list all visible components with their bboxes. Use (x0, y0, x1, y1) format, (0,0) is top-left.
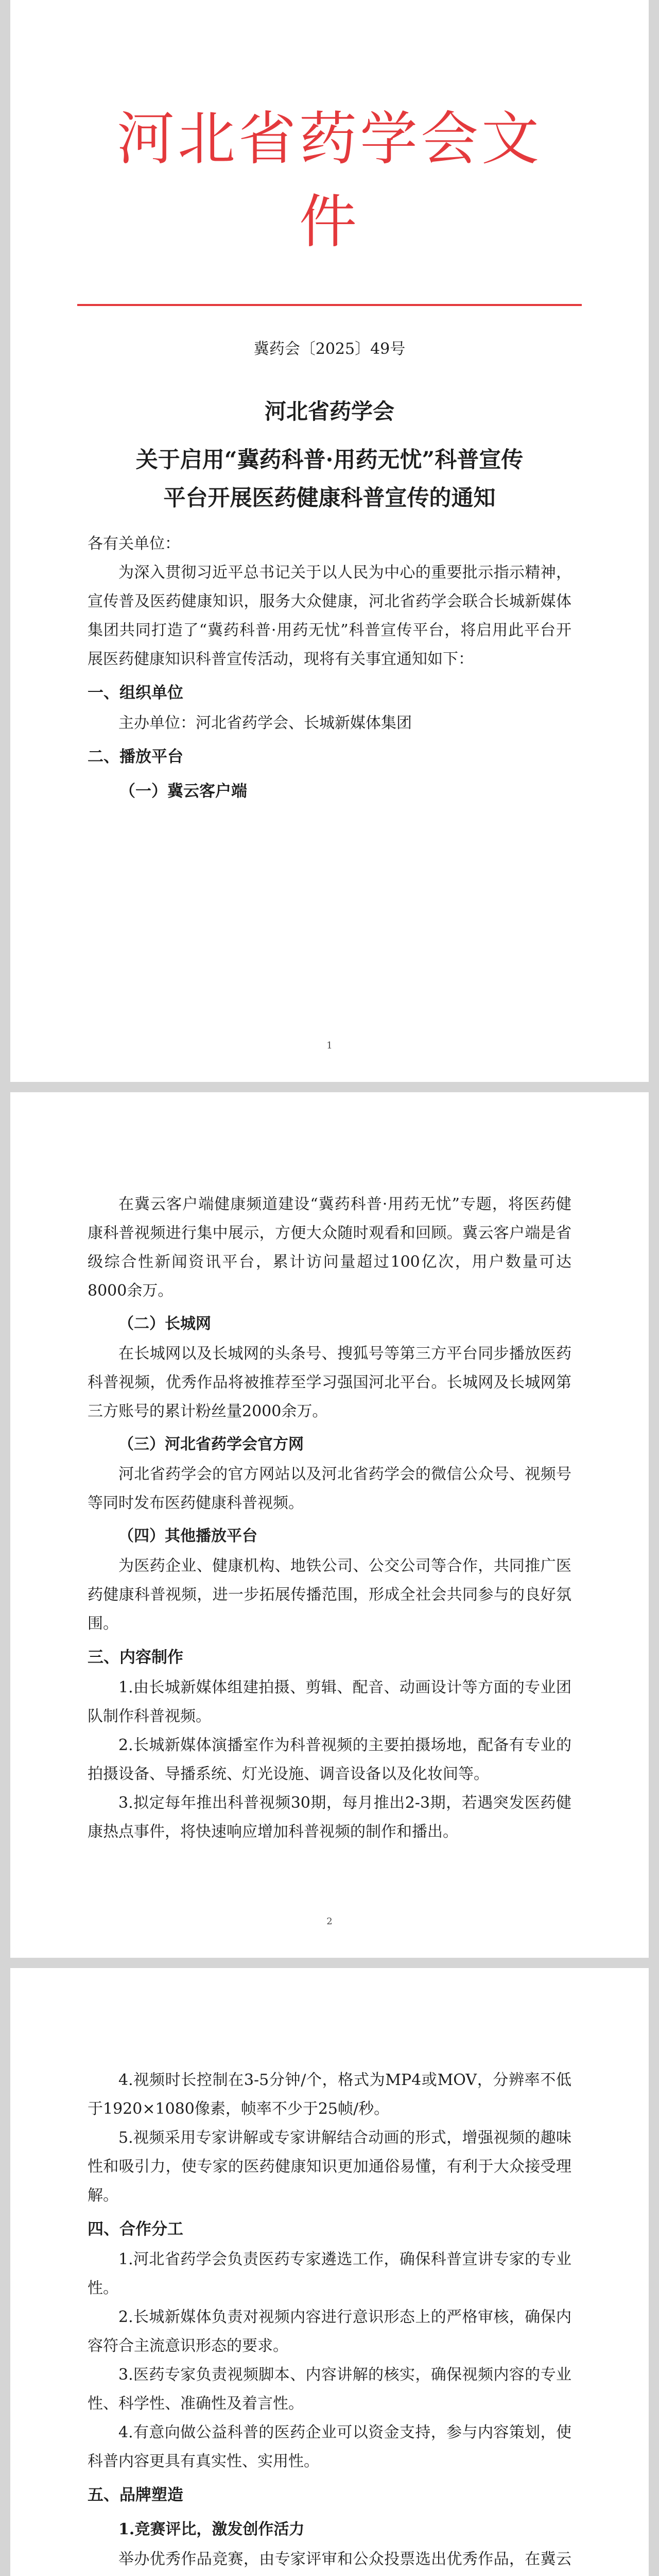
notice-org: 河北省药学会 (264, 399, 394, 424)
section-3-heading: 三、内容制作 (88, 1648, 183, 1667)
section-4-item-2: 2.长城新媒体负责对视频内容进行意识形态上的严格审核，确保内容符合主流意识形态的要求。 (88, 2308, 571, 2355)
section-2-sub4-text: 为医药企业、健康机构、地铁公司、公交公司等合作，共同推广医药健康科普视频，进一步拓展传播范围，形成全社会共同参与的良好氛围。 (88, 1557, 571, 1633)
document-page-2 (10, 1092, 649, 1958)
document-page-3 (10, 1968, 649, 2576)
page-number: 1 (326, 1040, 333, 1051)
intro-paragraph: 为深入贯彻习近平总书记关于以人民为中心的重要批示指示精神，宣传普及医药健康知识，服务大众健康，河北省药学会联合长城新媒体集团共同打造了“冀药科普·用药无忧”科普宣传平台，将启用此平台开展医药健康知识科普宣传活动，现将有关事宜通知如下： (88, 564, 571, 668)
section-2-sub4-heading: （四）其他播放平台 (118, 1527, 257, 1545)
section-5-sub1-heading: 1.竞赛评比，激发创作活力 (118, 2520, 305, 2538)
section-4-item-3: 3.医药专家负责视频脚本、内容讲解的核实，确保视频内容的专业性、科学性、准确性及着言性。 (88, 2366, 571, 2413)
section-2-sub1-text: 在冀云客户端健康频道建设“冀药科普·用药无忧”专题，将医药健康科普视频进行集中展示，方便大众随时观看和回顾。冀云客户端是省级综合性新闻资讯平台，累计访问量超过100亿次，用户数量可达8000余万。 (88, 1195, 571, 1300)
section-5-sub1-text: 举办优秀作品竞赛，由专家评审和公众投票选出优秀作品，在冀云 (118, 2550, 571, 2568)
section-4-heading: 四、合作分工 (88, 2220, 183, 2239)
notice-title-line1: 关于启用“冀药科普·用药无忧”科普宣传 (135, 447, 524, 473)
section-3-item-4: 4.视频时长控制在3-5分钟/个，格式为MP4或MOV，分辨率不低于1920×1080像素，帧率不少于25帧/秒。 (88, 2071, 571, 2118)
section-2-sub3-heading: （三）河北省药学会官方网 (118, 1435, 304, 1453)
section-4-item-4: 4.有意向做公益科普的医药企业可以资金支持，参与内容策划，使科普内容更具有真实性、实用性。 (88, 2424, 571, 2470)
section-3-item-5: 5.视频采用专家讲解或专家讲解结合动画的形式，增强视频的趣味性和吸引力，使专家的医药健康知识更加通俗易懂，有利于大众接受理解。 (88, 2129, 571, 2205)
section-5-heading: 五、品牌塑造 (88, 2486, 183, 2504)
page-number: 2 (326, 1916, 333, 1927)
section-1-text: 主办单位：河北省药学会、长城新媒体集团 (118, 714, 412, 732)
notice-title-line2: 平台开展医药健康科普宣传的通知 (163, 485, 496, 511)
notice-title (88, 441, 571, 517)
section-3-item-3: 3.拟定每年推出科普视频30期，每月推出2-3期，若遇突发医药健康热点事件，将快速响应增加科普视频的制作和播出。 (88, 1794, 571, 1841)
section-2-sub1-heading: （一）冀云客户端 (119, 782, 247, 801)
section-2-heading: 二、播放平台 (88, 748, 183, 766)
section-2-sub2-text: 在长城网以及长城网的头条号、搜狐号等第三方平台同步播放医药科普视频，优秀作品将被推荐至学习强国河北平台。长城网及长城网第三方账号的累计粉丝量2000余万。 (88, 1345, 571, 1420)
section-1-heading: 一、组织单位 (88, 684, 183, 702)
section-2-sub3-text: 河北省药学会的官方网站以及河北省药学会的微信公众号、视频号等同时发布医药健康科普视频。 (88, 1465, 571, 1512)
masthead-title: 河北省药学会文件 (117, 106, 542, 256)
document-number: 冀药会〔2025〕49号 (253, 340, 406, 358)
salutation: 各有关单位： (88, 535, 180, 553)
header-divider (77, 304, 582, 306)
section-3-item-1: 1.由长城新媒体组建拍摄、剪辑、配音、动画设计等方面的专业团队制作科普视频。 (88, 1679, 571, 1725)
section-3-item-2: 2.长城新媒体演播室作为科普视频的主要拍摄场地，配备有专业的拍摄设备、导播系统、灯光设施、调音设备以及化妆间等。 (88, 1736, 571, 1783)
section-4-item-1: 1.河北省药学会负责医药专家遴选工作，确保科普宣讲专家的专业性。 (88, 2250, 571, 2297)
document-page-1 (10, 0, 649, 1082)
section-2-sub2-heading: （二）长城网 (118, 1315, 211, 1333)
